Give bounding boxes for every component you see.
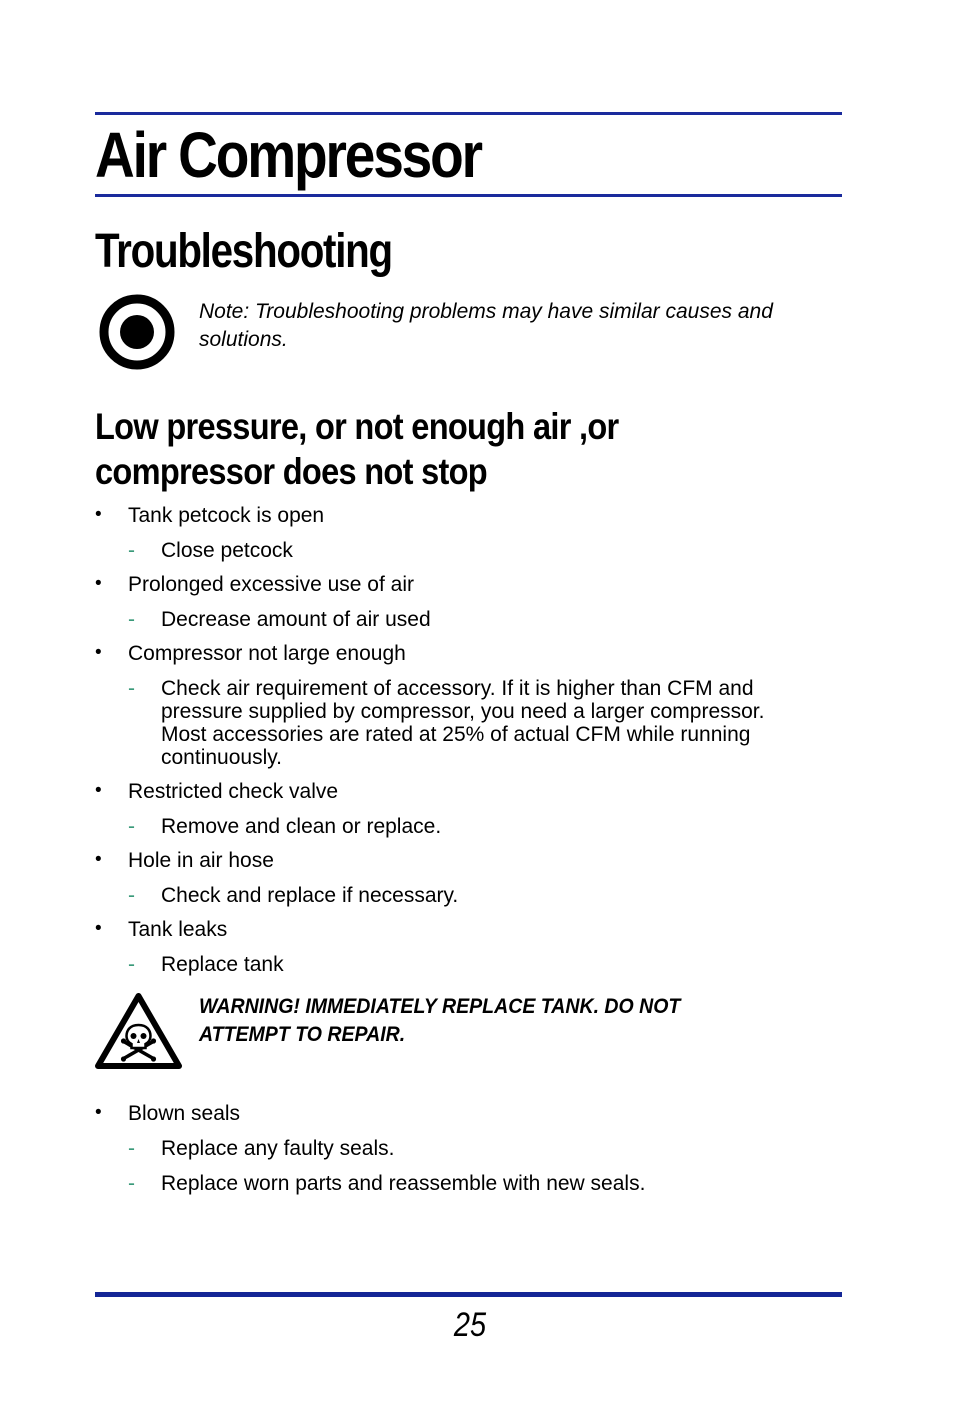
- fix-text: Check air requirement of accessory. If it is higher than CFM and pressure supplied by compressor, you need a larger compressor. Most accessories are rated at 25% of actual CFM while running continuously.: [161, 677, 765, 769]
- dash: -: [128, 539, 135, 562]
- fix-text: Close petcock: [161, 539, 293, 562]
- bullet: •: [95, 918, 102, 939]
- list-item: [95, 1102, 835, 1207]
- fix-text: Decrease amount of air used: [161, 608, 431, 631]
- list-item: [95, 573, 835, 643]
- page-title: Air Compressor: [95, 119, 481, 191]
- list-item: [95, 642, 835, 781]
- fix-item: [128, 539, 835, 574]
- list-item: [95, 849, 835, 919]
- cause-text: Restricted check valve: [128, 780, 339, 803]
- fix-item: [128, 884, 835, 919]
- title-underline-rule: [95, 194, 842, 197]
- cause-text: Blown seals: [128, 1102, 241, 1125]
- cause-text: Hole in air hose: [128, 849, 274, 872]
- top-rule: [95, 112, 842, 115]
- dash: -: [128, 1137, 135, 1160]
- dash: -: [128, 884, 135, 907]
- fix-text: Replace tank: [161, 953, 284, 976]
- bullet: •: [95, 573, 102, 594]
- warning-text: WARNING! IMMEDIATELY REPLACE TANK. DO NOT ATTEMPT TO REPAIR.: [199, 995, 681, 1046]
- bullet: •: [95, 642, 102, 663]
- footer-rule: [95, 1292, 842, 1297]
- fix-item: [128, 953, 835, 988]
- page-number: 25: [453, 1306, 487, 1344]
- problem-heading: Low pressure, or not enough air ,or compressor does not stop: [95, 406, 619, 492]
- list-item: [95, 504, 835, 574]
- fix-text: Replace any faulty seals.: [161, 1137, 395, 1160]
- list-item: [95, 780, 835, 850]
- list-item: [95, 918, 835, 988]
- bullet: •: [95, 849, 102, 870]
- fix-item: [128, 1137, 835, 1172]
- fix-text: Remove and clean or replace.: [161, 815, 442, 838]
- skull-crossbones-warning-icon: [95, 993, 182, 1070]
- section-title: Troubleshooting: [95, 225, 392, 278]
- cause-text: Tank leaks: [128, 918, 228, 941]
- fix-text: Check and replace if necessary.: [161, 884, 459, 907]
- bullet: •: [95, 780, 102, 801]
- dash: -: [128, 815, 135, 838]
- dash: -: [128, 677, 135, 700]
- bullet: •: [95, 504, 102, 525]
- fix-item: [128, 1172, 835, 1207]
- fix-item: [128, 815, 835, 850]
- note-text: Note: Troubleshooting problems may have similar causes and solutions.: [199, 300, 773, 351]
- bullet: •: [95, 1102, 102, 1123]
- cause-text: Compressor not large enough: [128, 642, 406, 665]
- fix-item: [128, 677, 835, 781]
- bullseye-icon: [97, 292, 177, 372]
- dash: -: [128, 1172, 135, 1195]
- fix-text: Replace worn parts and reassemble with new seals.: [161, 1172, 646, 1195]
- fix-item: [128, 608, 835, 643]
- dash: -: [128, 953, 135, 976]
- cause-text: Prolonged excessive use of air: [128, 573, 414, 596]
- dash: -: [128, 608, 135, 631]
- cause-text: Tank petcock is open: [128, 504, 325, 527]
